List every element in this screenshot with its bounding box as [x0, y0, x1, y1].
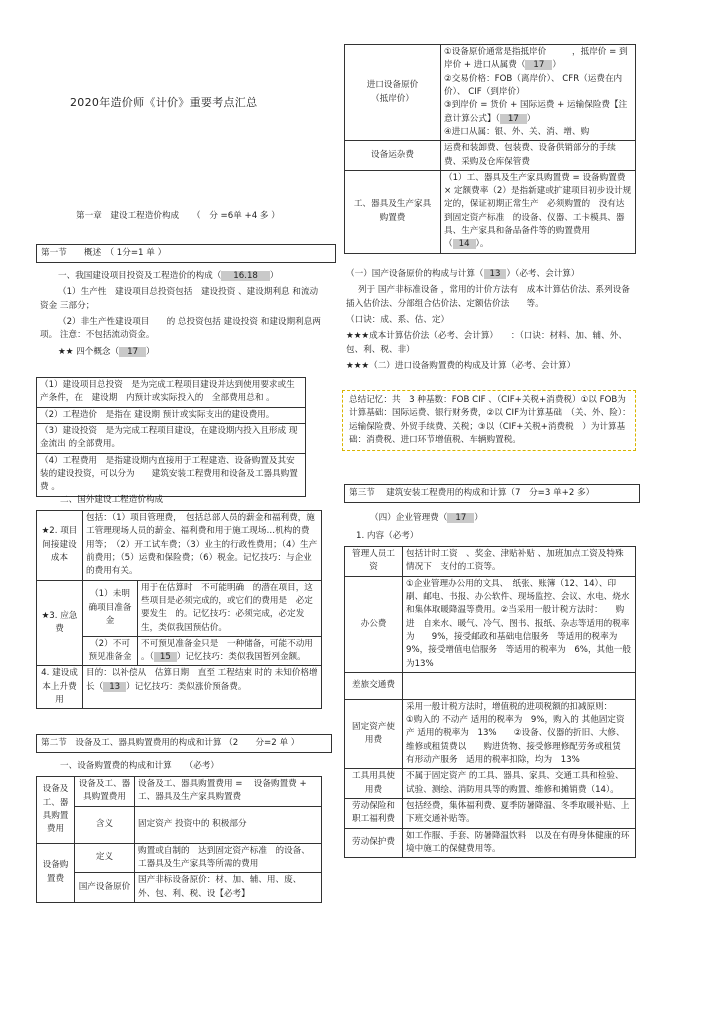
domestic-price-value: 国产非标设备原价：材、加、辅、用、废、外、包、利、税、设【必考】: [135, 873, 322, 903]
unforeseen-reserve-text: 不可预见准备金只是 一种储备，可能不动用 。（ 15 ）记忆技巧：类似我国暂列金额。: [138, 636, 322, 666]
nonstandard-section: [346, 268, 634, 373]
indirect-cost-label: ★2. 项目间接建设成本: [37, 511, 83, 581]
import-price-label: 进口设备原价（抵岸价）: [345, 45, 441, 141]
table-row: [345, 828, 636, 858]
mgmt-fee-intro: 1. 内容（必考）: [356, 531, 419, 541]
nonstandard-mnemonic: （口诀：成、系、估、定）: [346, 314, 450, 325]
equipment-tools-label: 设备及工、器具购置费用: [37, 777, 75, 844]
fee-item-name: 差旅交通费: [345, 672, 403, 699]
section1-body: [40, 270, 325, 359]
fee-item-name: 固定资产使用费: [345, 699, 403, 769]
section3-header: 第三节 建筑安装工程费用的构成和计算（7 分=3 单+2 多）: [344, 484, 640, 503]
table-row: [345, 799, 636, 829]
year-badge: 14: [453, 239, 476, 249]
fee-item-description: 不属于固定资产 的工具、器具、家具、交通工具和检验、试验、测绘、消防用具等的购置、维修和摊销费（14）。: [403, 769, 636, 799]
fee-item-description: 如工作服、手套、防暑降温饮料 以及在有碍身体健康的环境中施工的保健费用等。: [403, 828, 636, 858]
contingency-label: ★3. 应急费: [37, 580, 83, 666]
nonstandard-heading: （一）国产设备原价的构成与计算（ 13 ）（必考、会计算）: [346, 269, 580, 279]
year-badge: 17: [119, 347, 146, 357]
year-badge: 13: [484, 269, 507, 279]
table-row: [345, 769, 636, 799]
year-badge: 17: [500, 114, 527, 124]
tools-purchase-text: （1）工、器具及生产家具购置费 = 设备购置费 × 定额费率（2）是指新建或扩建项目初步设计规定的，保证初期正常生产 必须购置的 没有达到固定资产标准 的设备、仪器、工卡模具、器具、生产家具和备品备件等的购置费用（ 14 ）。: [441, 170, 636, 253]
year-badge: 17: [525, 60, 552, 70]
four-concepts-table: [36, 377, 306, 497]
investment-heading: 一、我国建设项目投资及工程造价的构成（ 16.18 ）: [58, 271, 279, 281]
year-badge: 15: [154, 652, 177, 662]
mgmt-fee-table: [344, 546, 636, 858]
cost-calc-method: ★★★成本计算估价法（必考、会计算） ：（口诀：材料、加、辅、外、包、利、税、非）: [346, 331, 627, 355]
indirect-cost-text: 包括：（1）项目管理费， 包括总部人员的薪金和福利费，施工管理现场人员的薪金、福利费和用于施工现场…机构的费用等； （2）开工试车费；（3）业主的行政性费用；（4）生产前费用；（5）运费和保险费；（6）税金。记忆技巧：与企业的费用有关。: [83, 511, 322, 581]
concept-engineering-cost: （4）工程费用 是指建设期内直接用于工程建造、设备购置及其安装的建设投资，可以分为 建筑安装工程费用和设备及工器具购置费 。: [37, 453, 306, 496]
cost-escalation-label: 4. 建设成本上升费用: [37, 666, 83, 709]
foreign-cost-table: [36, 510, 322, 709]
fee-item-name: 工具用具使用费: [345, 769, 403, 799]
tools-purchase-label: 工、器具及生产家具购置费: [345, 170, 441, 253]
fee-item-description: ①企业管理办公用的文具、 纸张、账簿（12、14）、印刷、邮电、书报、办公软件、现场监控、会议、水电、烧水和集体取暖降温等费用。②当采用一般计税方法时： 购进 自来水、暖气、冷气、图书、报纸、杂志等适用的税率为 9%，接受邮政和基础电信服务 等适用的税率为 9%，接受增值电信服务 等适用的税率为 6%，其他一般为13%: [403, 576, 636, 672]
fee-item-description: [403, 672, 636, 699]
nonproductive-project-text: （2）非生产性建设项目 的 总投资包括 建设投资 和建设期利息两项。 注意：不包括流动资金。: [40, 316, 321, 341]
equipment-cost-heading: 一、设备购置费的构成和计算 （必考）: [60, 761, 219, 771]
freight-text: 运费和装卸费、包装费、设备供销部分的手续费、采购及仓库保管费: [441, 141, 636, 171]
table-row: [345, 699, 636, 769]
fee-item-name: 管理人员工资: [345, 547, 403, 577]
section1-header: 第一节 概述 （ 1分=1 单 ）: [36, 244, 336, 263]
import-price-text: ①设备原价通常是指抵岸价 ，抵岸价 = 到岸价 + 进口从属费（ 17 ） ②交易价格：FOB（离岸价）、 CFR（运费在内价）、 CIF（到岸价） ③到岸价 = 货价 + 国际运费 + 运输保险费【注意计算公式】（ 17 ） ④进口从属：银、外、关、消、增、购: [441, 45, 636, 141]
section2-header: 第二节 设备及工、器具购置费用的构成和计算 （2 分=2 单 ）: [36, 734, 332, 753]
definition-key: 定义: [75, 843, 135, 873]
equipment-tools-formula: 设备及工、器具购置费用 = 设备购置费 + 工、器具及生产家具购置费: [135, 777, 322, 807]
freight-label: 设备运杂费: [345, 141, 441, 171]
equipment-cost-table: [36, 776, 322, 903]
fee-item-description: 包括经费，集体福利费、夏季防暑降温、冬季取暖补贴、上下班交通补贴等。: [403, 799, 636, 829]
unspecified-reserve-label: （1）未明确项目准备金: [83, 580, 138, 636]
fee-item-name: 劳动保护费: [345, 828, 403, 858]
fee-item-description: 采用一般计税方法时，增值税的进项税额的扣减原则： ①购入的 不动产 适用的税率为 9%，购入的 其他固定资产 适用的税率为 13% ②设备、仪器的折旧、大修、维修或租赁费以 购进货物、接受修理修配劳务或租赁 有形动产服务 适用的税率扣除，均为 13%: [403, 699, 636, 769]
fee-item-name: 办公费: [345, 576, 403, 672]
chapter-title: 第一章 建设工程造价构成 （ 分 =6单 +4 多 ）: [76, 211, 280, 221]
meaning-key: 含义: [75, 806, 135, 843]
meaning-value: 固定资产 投资中的 积极部分: [135, 806, 322, 843]
equipment-tools-key: 设备及工、器具购置费用: [75, 777, 135, 807]
definition-value: 购置或自制的 达到固定资产标准 的设备、工器具及生产家具等所需的费用: [135, 843, 322, 873]
concept-project-cost: （2）工程造价 是指在 建设期 预计或实际支出的建设费用。: [37, 407, 306, 423]
summary-box: 总结记忆：共 3 种基数：FOB CIF 、（CIF+关税+消费税）①以 FOB为计算基础：国际运费、银行财务费，②以 CIF为计算基础 （关、外、险）： 运输保险费、外贸手续费、关税；③以（CIF+关税+消费税 ）为计算基础：消费税、进口环节增值税、车辆购置税。: [342, 390, 636, 451]
mgmt-fee-heading: （四）企业管理费（ 17 ）: [370, 513, 483, 523]
year-badge: 13: [103, 682, 126, 692]
table-row: [345, 576, 636, 672]
import-purchase-heading: ★★★（二）进口设备购置费的构成及计算（必考、会计算）: [346, 360, 576, 371]
unspecified-reserve-text: 用于在估算时 不可能明确 的潜在项目，这些项目是必须完成的，或它们的费用是 必定要发生 的。记忆技巧：必须完成，必定发生，类似我国预估价。: [138, 580, 322, 636]
productive-project-text: （1）生产性 建设项目总投资包括 建设投资 、建设期利息 和流动资金 三部分；: [40, 287, 319, 311]
cost-escalation-text: 目的：以补偿从 估算日期 直至 工程结束 时的 未知价格增长（ 13 ）记忆技巧：类似涨价预备费。: [83, 666, 322, 709]
fee-item-name: 劳动保险和职工福利费: [345, 799, 403, 829]
equipment-purchase-label: 设备购置费: [37, 843, 75, 902]
table-row: [345, 672, 636, 699]
nonstandard-methods: 列于 国产非标准设备 ，常用的计价方法有 成本计算估价法、系列设备插入估价法、分部组合估价法、定额估价法 等。: [346, 285, 630, 309]
unforeseen-reserve-label: （2）不可预见准备金: [83, 636, 138, 666]
concept-total-investment: （1）建设项目总投资 是为完成工程项目建设并达到使用要求或生产条件，在 建设期 内预计或实际投入的 全部费用总和 。: [37, 378, 306, 408]
four-concepts-heading: ★★ 四个概念（ 17 ）: [58, 346, 155, 357]
year-badge: 17: [447, 513, 474, 523]
fee-item-description: 包括计时工资 、奖金、津贴补贴 、加班加点工资及特殊情况下 支付的工资等。: [403, 547, 636, 577]
year-badge: 16.18: [221, 271, 270, 281]
page-title: 2020年造价师《计价》重要考点汇总: [70, 96, 258, 109]
domestic-price-key: 国产设备原价: [75, 873, 135, 903]
concept-construction-investment: （3）建设投资 是为完成工程项目建设，在建设期内投入且形成 现金流出 的全部费用。: [37, 423, 306, 453]
foreign-cost-heading: 二、国外建设工程造价构成: [60, 495, 164, 505]
table-row: [345, 547, 636, 577]
import-equipment-table: [344, 44, 636, 254]
